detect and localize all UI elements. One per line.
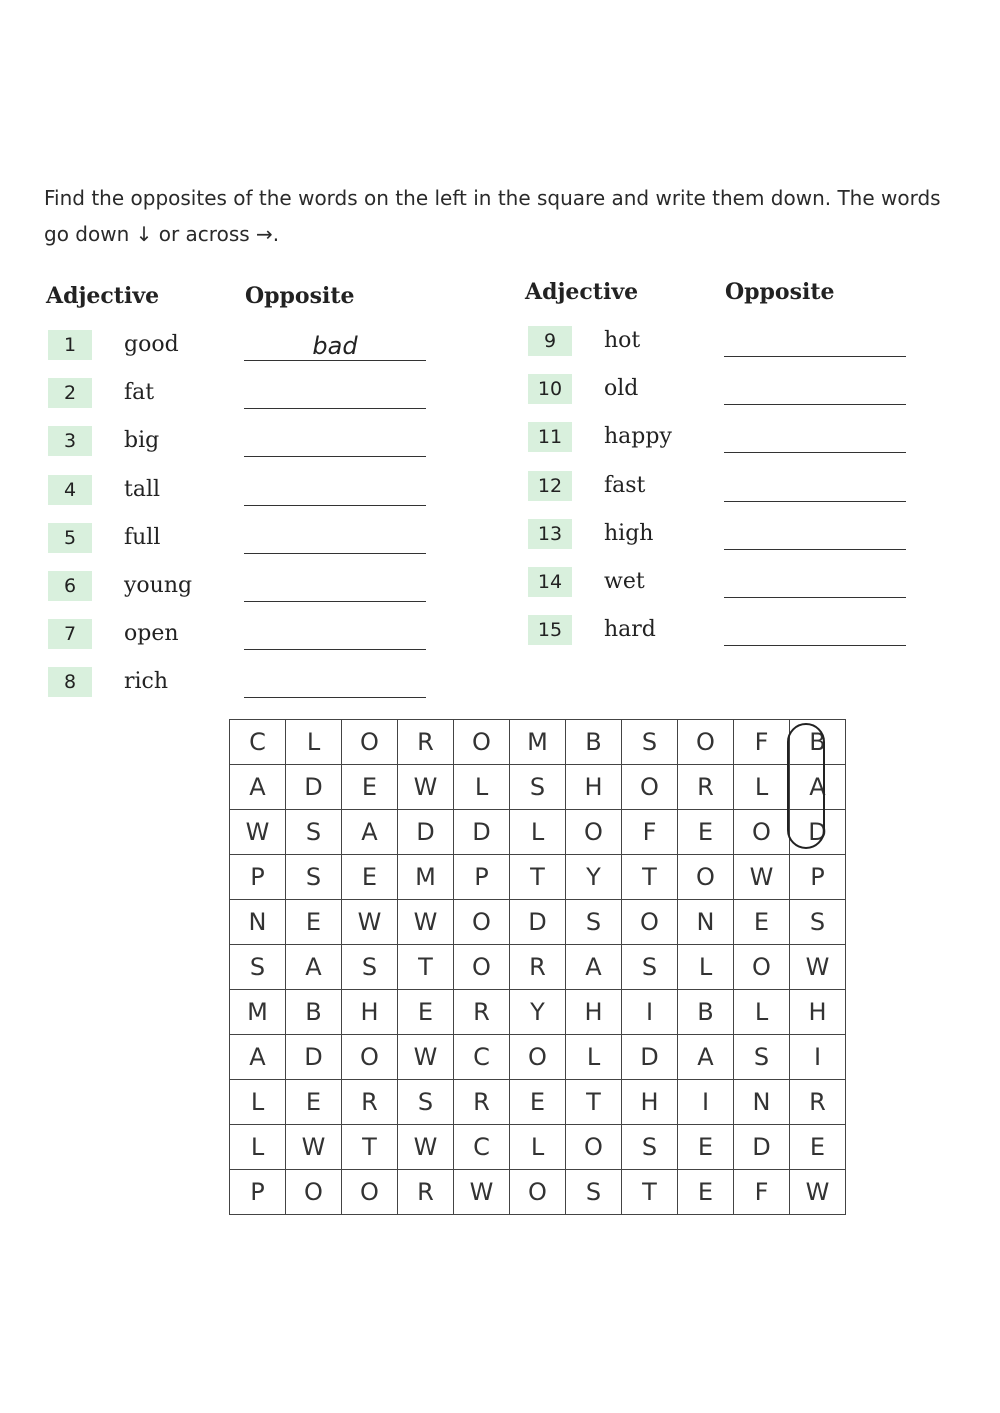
grid-letter[interactable]: E (342, 765, 398, 810)
grid-row (230, 900, 846, 945)
word-row (528, 326, 928, 360)
grid-letter[interactable]: E (678, 1125, 734, 1170)
grid-letter[interactable]: L (230, 1125, 286, 1170)
grid-letter[interactable]: A (790, 765, 846, 810)
item-number: 14 (528, 567, 572, 597)
grid-row (230, 720, 846, 765)
grid-letter[interactable]: D (454, 810, 510, 855)
grid-letter[interactable]: B (286, 990, 342, 1035)
item-number: 6 (48, 571, 92, 601)
adjective-word: old (604, 376, 639, 402)
grid-letter[interactable]: D (734, 1125, 790, 1170)
answer-blank[interactable] (244, 623, 426, 650)
item-number: 13 (528, 519, 572, 549)
grid-letter[interactable]: E (678, 810, 734, 855)
answer-blank[interactable] (244, 671, 426, 698)
answer-blank[interactable] (724, 571, 906, 598)
grid-letter[interactable]: O (510, 1170, 566, 1215)
grid-letter[interactable]: T (342, 1125, 398, 1170)
grid-row (230, 990, 846, 1035)
word-row (48, 523, 448, 557)
word-row (528, 422, 928, 456)
adjective-word: young (124, 573, 193, 598)
grid-letter[interactable]: A (342, 810, 398, 855)
adjective-word: hot (604, 328, 641, 353)
grid-letter[interactable]: S (286, 855, 342, 900)
grid-row (230, 1080, 846, 1125)
item-number: 8 (48, 667, 92, 697)
answer-blank[interactable]: bad (244, 334, 426, 361)
grid-letter[interactable]: N (734, 1080, 790, 1125)
word-row (48, 330, 448, 364)
right-opposite-header: Opposite (725, 279, 835, 305)
grid-letter[interactable]: E (790, 1125, 846, 1170)
grid-letter[interactable]: B (790, 720, 846, 765)
grid-letter[interactable]: O (734, 810, 790, 855)
grid-letter[interactable]: Y (510, 990, 566, 1035)
word-row (528, 519, 928, 553)
grid-letter[interactable]: N (230, 900, 286, 945)
answer-blank[interactable] (724, 330, 906, 357)
grid-letter[interactable]: W (734, 855, 790, 900)
grid-letter[interactable]: A (286, 945, 342, 990)
grid-letter[interactable]: T (398, 945, 454, 990)
item-number: 12 (528, 471, 572, 501)
adjective-word: good (124, 332, 179, 357)
grid-letter[interactable]: E (678, 1170, 734, 1215)
grid-letter[interactable]: W (790, 1170, 846, 1215)
grid-letter[interactable]: H (790, 990, 846, 1035)
grid-letter[interactable]: S (566, 900, 622, 945)
grid-letter[interactable]: A (566, 945, 622, 990)
adjective-word: open (124, 621, 179, 647)
grid-letter[interactable]: O (342, 1170, 398, 1215)
item-number: 7 (48, 619, 92, 649)
grid-letter[interactable]: S (566, 1170, 622, 1215)
answer-blank[interactable] (724, 523, 906, 550)
grid-letter[interactable]: F (734, 720, 790, 765)
grid-row (230, 1035, 846, 1080)
found-word-circle (787, 723, 825, 849)
grid-letter[interactable]: O (622, 900, 678, 945)
grid-letter[interactable]: C (454, 1125, 510, 1170)
grid-letter[interactable]: A (230, 765, 286, 810)
word-row (48, 667, 448, 701)
answer-blank[interactable] (244, 527, 426, 554)
grid-letter[interactable]: S (790, 900, 846, 945)
grid-letter[interactable]: T (510, 855, 566, 900)
item-number: 9 (528, 326, 572, 356)
grid-letter[interactable]: O (510, 1035, 566, 1080)
word-search-grid (229, 719, 846, 1215)
answer-blank[interactable] (724, 619, 906, 646)
grid-letter[interactable]: I (790, 1035, 846, 1080)
grid-letter[interactable]: R (790, 1080, 846, 1125)
answer-blank[interactable] (724, 426, 906, 453)
grid-row (230, 945, 846, 990)
word-row (48, 475, 448, 509)
grid-letter[interactable]: E (342, 855, 398, 900)
grid-letter[interactable]: W (398, 1125, 454, 1170)
grid-letter[interactable]: F (734, 1170, 790, 1215)
grid-letter[interactable]: R (342, 1080, 398, 1125)
answer-blank[interactable] (244, 382, 426, 409)
grid-letter[interactable]: S (622, 1125, 678, 1170)
left-opposite-header: Opposite (245, 283, 355, 309)
grid-letter[interactable]: R (510, 945, 566, 990)
grid-letter[interactable]: D (790, 810, 846, 855)
grid-letter[interactable]: S (342, 945, 398, 990)
answer-blank[interactable] (244, 479, 426, 506)
grid-letter[interactable]: L (734, 765, 790, 810)
grid-letter[interactable]: W (342, 900, 398, 945)
adjective-word: happy (604, 424, 672, 450)
grid-letter[interactable]: E (286, 1080, 342, 1125)
grid-letter[interactable]: D (286, 1035, 342, 1080)
grid-letter[interactable]: I (678, 1080, 734, 1125)
grid-letter[interactable]: O (342, 720, 398, 765)
grid-letter[interactable]: H (566, 765, 622, 810)
adjective-word: fat (124, 380, 155, 406)
adjective-word: tall (124, 476, 161, 502)
grid-letter[interactable]: M (510, 720, 566, 765)
grid-letter[interactable]: E (286, 900, 342, 945)
item-number: 2 (48, 378, 92, 408)
grid-letter[interactable]: L (510, 1125, 566, 1170)
instructions: Find the opposites of the words on the left in the square and write them down. The words go down ↓ or across →. (44, 186, 941, 246)
grid-letter[interactable]: L (286, 720, 342, 765)
left-adjective-header: Adjective (46, 283, 160, 309)
grid-letter[interactable]: B (678, 990, 734, 1035)
grid-letter[interactable]: P (230, 855, 286, 900)
grid-row (230, 810, 846, 855)
grid-letter[interactable]: O (678, 720, 734, 765)
grid-letter[interactable]: O (454, 720, 510, 765)
grid-letter[interactable]: L (510, 810, 566, 855)
grid-letter[interactable]: R (454, 990, 510, 1035)
grid-letter[interactable]: W (790, 945, 846, 990)
grid-letter[interactable]: S (622, 720, 678, 765)
grid-letter[interactable]: M (230, 990, 286, 1035)
grid-letter[interactable]: R (398, 720, 454, 765)
grid-letter[interactable]: S (510, 765, 566, 810)
item-number: 15 (528, 615, 572, 645)
grid-letter[interactable]: W (398, 765, 454, 810)
grid-letter[interactable]: T (566, 1080, 622, 1125)
grid-letter[interactable]: W (454, 1170, 510, 1215)
grid-letter[interactable]: I (622, 990, 678, 1035)
grid-letter[interactable]: O (566, 810, 622, 855)
grid-letter[interactable]: L (454, 765, 510, 810)
item-number: 3 (48, 426, 92, 456)
grid-letter[interactable]: C (230, 720, 286, 765)
grid-letter[interactable]: S (230, 945, 286, 990)
grid-letter[interactable]: E (398, 990, 454, 1035)
grid-letter[interactable]: B (566, 720, 622, 765)
adjective-word: big (124, 428, 160, 454)
grid-letter[interactable]: O (678, 855, 734, 900)
answer-blank[interactable] (244, 430, 426, 457)
grid-letter[interactable]: A (678, 1035, 734, 1080)
grid-letter[interactable]: D (286, 765, 342, 810)
grid-letter[interactable]: P (454, 855, 510, 900)
grid-letter[interactable]: W (230, 810, 286, 855)
grid-letter[interactable]: O (622, 765, 678, 810)
word-row (48, 619, 448, 653)
grid-letter[interactable]: L (734, 990, 790, 1035)
grid-letter[interactable]: R (398, 1170, 454, 1215)
grid-letter[interactable]: W (286, 1125, 342, 1170)
grid-letter[interactable]: H (622, 1080, 678, 1125)
answer-blank[interactable] (724, 378, 906, 405)
adjective-word: high (604, 520, 654, 546)
grid-letter[interactable]: O (566, 1125, 622, 1170)
grid-letter[interactable]: W (398, 1035, 454, 1080)
grid-letter[interactable]: H (566, 990, 622, 1035)
word-row (48, 426, 448, 460)
grid-letter[interactable]: N (678, 900, 734, 945)
item-number: 11 (528, 422, 572, 452)
word-row (48, 571, 448, 605)
grid-letter[interactable]: W (398, 900, 454, 945)
word-row (48, 378, 448, 412)
grid-letter[interactable]: H (342, 990, 398, 1035)
grid-letter[interactable]: R (454, 1080, 510, 1125)
grid-letter[interactable]: L (566, 1035, 622, 1080)
item-number: 1 (48, 330, 92, 360)
grid-row (230, 855, 846, 900)
adjective-word: full (124, 524, 161, 550)
grid-letter[interactable]: E (734, 900, 790, 945)
grid-letter[interactable]: D (510, 900, 566, 945)
grid-letter[interactable]: P (790, 855, 846, 900)
item-number: 5 (48, 523, 92, 553)
grid-letter[interactable]: O (286, 1170, 342, 1215)
grid-letter[interactable]: O (454, 945, 510, 990)
grid-letter[interactable]: O (454, 900, 510, 945)
grid-letter[interactable]: S (734, 1035, 790, 1080)
grid-letter[interactable]: L (230, 1080, 286, 1125)
grid-letter[interactable]: O (342, 1035, 398, 1080)
grid-row (230, 765, 846, 810)
adjective-word: rich (124, 669, 169, 695)
adjective-word: wet (604, 569, 645, 594)
grid-letter[interactable]: M (398, 855, 454, 900)
word-row (528, 567, 928, 601)
grid-letter[interactable]: P (230, 1170, 286, 1215)
grid-letter[interactable]: S (398, 1080, 454, 1125)
grid-letter[interactable]: T (622, 1170, 678, 1215)
word-row (528, 615, 928, 649)
word-row (528, 374, 928, 408)
right-adjective-header: Adjective (525, 279, 639, 305)
grid-letter[interactable]: D (398, 810, 454, 855)
adjective-word: fast (604, 472, 646, 498)
grid-letter[interactable]: Y (566, 855, 622, 900)
grid-letter[interactable]: C (454, 1035, 510, 1080)
adjective-word: hard (604, 617, 656, 643)
grid-row (230, 1125, 846, 1170)
grid-letter[interactable]: D (622, 1035, 678, 1080)
grid-letter[interactable]: S (286, 810, 342, 855)
answer-blank[interactable] (724, 475, 906, 502)
grid-letter[interactable]: O (734, 945, 790, 990)
word-row (528, 471, 928, 505)
grid-letter[interactable]: R (678, 765, 734, 810)
grid-letter[interactable]: A (230, 1035, 286, 1080)
item-number: 10 (528, 374, 572, 404)
answer-blank[interactable] (244, 575, 426, 602)
grid-letter[interactable]: T (622, 855, 678, 900)
grid-row (230, 1170, 846, 1215)
grid-letter[interactable]: E (510, 1080, 566, 1125)
item-number: 4 (48, 475, 92, 505)
grid-letter[interactable]: L (678, 945, 734, 990)
grid-letter[interactable]: S (622, 945, 678, 990)
grid-letter[interactable]: F (622, 810, 678, 855)
